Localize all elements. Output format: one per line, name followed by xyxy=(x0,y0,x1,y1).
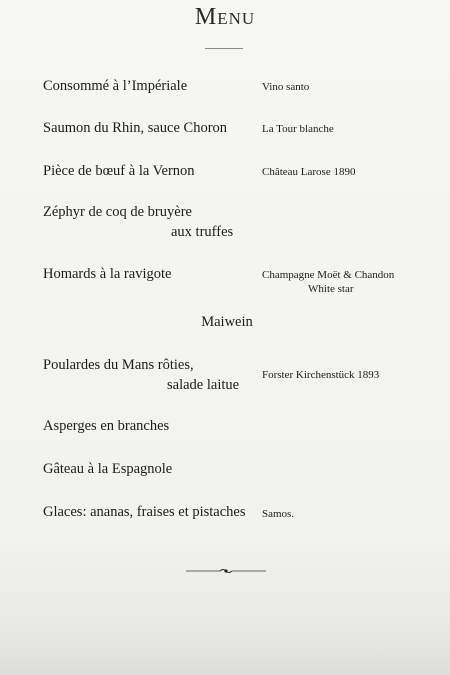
dish-asperges xyxy=(43,416,169,436)
page-title: Menu xyxy=(194,4,256,30)
wine-la-tour-blanche xyxy=(262,122,334,136)
dish-glaces xyxy=(43,502,246,522)
wine-line: La Tour blanche xyxy=(262,123,334,135)
interlude-maiwein: Maiwein xyxy=(201,314,253,330)
wine-chateau-larose xyxy=(262,165,355,179)
wine-line: Samos. xyxy=(262,508,295,520)
wine-forster xyxy=(262,368,379,382)
wine-champagne xyxy=(262,268,394,296)
dish-consomme xyxy=(43,76,187,96)
dish-line: Pièce de bœuf à la Vernon xyxy=(43,163,195,179)
title-divider xyxy=(205,48,243,49)
dish-line-continued: salade laitue xyxy=(167,377,240,393)
dish-line: Asperges en branches xyxy=(43,418,170,434)
dish-piece-de-boeuf xyxy=(43,161,195,181)
dish-line: Homards à la ravigote xyxy=(43,266,172,282)
wine-line: Forster Kirchenstück 1893 xyxy=(262,369,380,381)
wine-line-continued: White star xyxy=(308,283,354,295)
wine-line: Champagne Moët & Chandon xyxy=(262,269,395,281)
dish-line: Gâteau à la Espagnole xyxy=(43,461,173,477)
dish-zephyr xyxy=(43,202,233,242)
dish-line: Glaces: ananas, fraises et pistaches xyxy=(43,504,246,520)
wine-samos xyxy=(262,507,294,521)
dish-saumon xyxy=(43,118,227,138)
dish-line: Consommé à l’Impériale xyxy=(43,78,188,94)
dish-poulardes xyxy=(43,355,239,395)
wine-line: Vino santo xyxy=(262,81,310,93)
wine-line: Château Larose 1890 xyxy=(262,166,356,178)
dish-gateau xyxy=(43,459,172,479)
dish-line-continued: aux truffes xyxy=(171,224,234,240)
dish-line: Poulardes du Mans rôties, xyxy=(43,357,194,373)
dish-line: Saumon du Rhin, sauce Choron xyxy=(43,120,228,136)
wine-vino-santo xyxy=(262,80,309,94)
ornament-divider xyxy=(186,566,266,576)
dish-line: Zéphyr de coq de bruyère xyxy=(43,204,192,220)
dish-homards xyxy=(43,264,171,284)
